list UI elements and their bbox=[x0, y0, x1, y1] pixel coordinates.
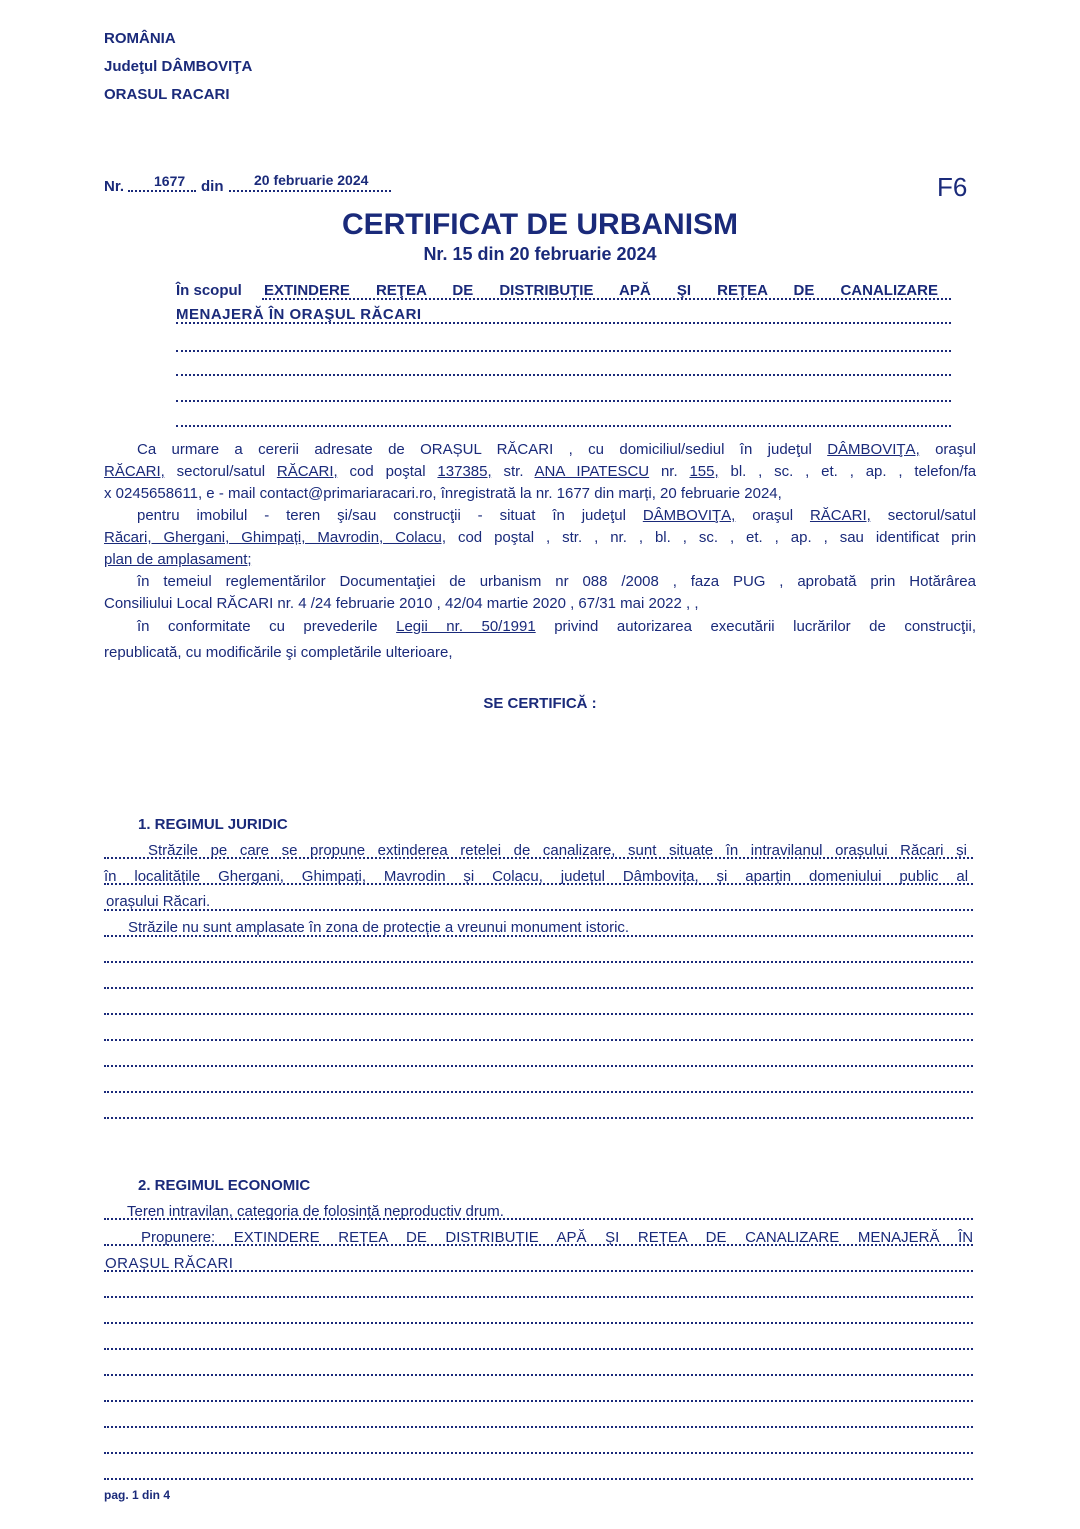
word: Răcari bbox=[900, 842, 944, 859]
word: se bbox=[281, 842, 298, 859]
din-label: din bbox=[201, 178, 224, 195]
word: ȘI bbox=[605, 1229, 620, 1246]
word: , bbox=[823, 529, 828, 546]
word: DÂMBOVIŢA, bbox=[827, 441, 920, 458]
word: 088 bbox=[582, 573, 608, 590]
word: retelei bbox=[460, 842, 502, 859]
nr-label: Nr. bbox=[104, 178, 125, 195]
county-label: Judeţul DÂMBOVIŢA bbox=[104, 58, 253, 75]
word: lucrărilor bbox=[793, 618, 851, 635]
s1-dots-6 bbox=[104, 987, 973, 989]
word: propune bbox=[310, 842, 366, 859]
word: bl. bbox=[654, 529, 671, 546]
word: sc. bbox=[698, 529, 718, 546]
word: domiciliul/sediul bbox=[619, 441, 725, 458]
word: PUG bbox=[732, 573, 766, 590]
word: DISTRIBUŢIE bbox=[499, 282, 594, 299]
word: REŢEA bbox=[717, 282, 768, 299]
word: conformitate bbox=[168, 618, 251, 635]
form-code: F6 bbox=[937, 172, 968, 202]
word: sectorul/satul bbox=[176, 463, 266, 480]
word: ANA IPATESCU bbox=[534, 463, 650, 480]
word: /2008 bbox=[621, 573, 659, 590]
request-line-5 bbox=[104, 529, 976, 546]
word: Ca bbox=[137, 441, 157, 458]
word: ap. bbox=[865, 463, 887, 480]
word: CANALIZARE bbox=[840, 282, 938, 299]
word: intravilanul bbox=[750, 842, 823, 859]
certifies-heading: SE CERTIFICĂ : bbox=[483, 695, 597, 712]
word: localitățile bbox=[134, 868, 201, 885]
word: în bbox=[104, 868, 117, 885]
word: , bbox=[805, 463, 810, 480]
word: REȚEA bbox=[338, 1229, 388, 1246]
scope-dots-5 bbox=[176, 400, 951, 402]
word: urmare bbox=[171, 441, 220, 458]
word: şi/sau bbox=[337, 507, 377, 524]
word: în bbox=[739, 441, 753, 458]
s2-dots-11 bbox=[104, 1478, 973, 1480]
word: public bbox=[899, 868, 939, 885]
word: teren bbox=[286, 507, 321, 524]
s2-dots-10 bbox=[104, 1452, 973, 1454]
word: executării bbox=[710, 618, 775, 635]
word: al bbox=[956, 868, 969, 885]
word: , bbox=[546, 529, 551, 546]
word: , bbox=[729, 529, 735, 546]
word: identificat bbox=[875, 529, 940, 546]
word: de bbox=[869, 618, 886, 635]
s1-dots-9 bbox=[104, 1065, 973, 1067]
word: județul bbox=[560, 868, 605, 885]
word: nr. bbox=[660, 463, 678, 480]
s1-dots-3 bbox=[104, 909, 973, 911]
word: orașului bbox=[835, 842, 888, 859]
word: prevederile bbox=[303, 618, 378, 635]
s2-dots-6 bbox=[104, 1348, 973, 1350]
word: , bbox=[672, 573, 677, 590]
word: judeţul bbox=[581, 507, 626, 524]
city-label: ORASUL RACARI bbox=[104, 86, 230, 103]
request-line-2 bbox=[104, 463, 976, 480]
request-line-3: x 0245658611, e - mail contact@primariaracari.ro, înregistrată la nr. 1677 din marți, 20 februarie 2024, bbox=[104, 485, 782, 502]
word: construcţii bbox=[393, 507, 461, 524]
s1-dots-11 bbox=[104, 1117, 973, 1119]
request-line-1 bbox=[137, 441, 976, 458]
word: cu bbox=[269, 618, 285, 635]
word: ŞI bbox=[676, 282, 692, 299]
word: privind bbox=[554, 618, 599, 635]
s2-dots-3 bbox=[104, 1270, 973, 1272]
word: telefon/fa bbox=[914, 463, 977, 480]
word: DÂMBOVIŢA, bbox=[642, 507, 736, 524]
s1-dots-7 bbox=[104, 1013, 973, 1015]
certificate-number: Nr. 15 din 20 februarie 2024 bbox=[423, 244, 657, 264]
word: și bbox=[463, 868, 475, 885]
word: oraşul bbox=[935, 441, 976, 458]
section1-line-1 bbox=[148, 842, 967, 859]
word: și bbox=[956, 842, 967, 859]
word: Ghergani, bbox=[218, 868, 284, 885]
word: cod bbox=[457, 529, 483, 546]
word: pentru bbox=[137, 507, 180, 524]
word: , bbox=[898, 463, 903, 480]
word: Legii nr. 50/1991 bbox=[396, 618, 536, 635]
scope-label: În scopul bbox=[176, 282, 242, 299]
word: et. bbox=[746, 529, 763, 546]
word: 155, bbox=[689, 463, 719, 480]
scope-line-1 bbox=[264, 282, 938, 299]
word: , bbox=[758, 463, 763, 480]
word: care bbox=[239, 842, 270, 859]
word: judeţul bbox=[767, 441, 812, 458]
s2-dots-7 bbox=[104, 1374, 973, 1376]
word: nr. bbox=[610, 529, 627, 546]
word: aparțin bbox=[745, 868, 792, 885]
section2-line-2: ORAȘUL RĂCARI bbox=[105, 1255, 234, 1272]
section1-line-3: orașului Răcari. bbox=[106, 893, 211, 910]
s1-dots-10 bbox=[104, 1091, 973, 1093]
word: APĂ bbox=[556, 1229, 587, 1246]
word: sunt bbox=[628, 842, 657, 859]
word: DISTRIBUȚIE bbox=[445, 1229, 539, 1246]
word: oraşul bbox=[752, 507, 794, 524]
word: Străzile bbox=[148, 842, 199, 859]
word: , bbox=[638, 529, 643, 546]
word: situate bbox=[668, 842, 714, 859]
section2-line-1 bbox=[141, 1229, 973, 1246]
date-dots bbox=[229, 190, 391, 192]
word: cod bbox=[349, 463, 374, 480]
word: ap. bbox=[790, 529, 812, 546]
word: sc. bbox=[774, 463, 794, 480]
section1-para-2: Străzile nu sunt amplasate în zona de protecție a vreunui monument istoric. bbox=[128, 919, 630, 936]
word: DE bbox=[705, 1229, 727, 1246]
word: MENAJERĂ bbox=[857, 1229, 940, 1246]
word: APĂ bbox=[619, 282, 651, 299]
word: , bbox=[779, 573, 784, 590]
word: nr bbox=[555, 573, 569, 590]
scope-line-2: MENAJERĂ ÎN ORAŞUL RĂCARI bbox=[176, 306, 422, 323]
word: REŢEA bbox=[375, 282, 427, 299]
request-line-6: plan de amplasament; bbox=[104, 551, 252, 568]
word: Mavrodin bbox=[383, 868, 446, 885]
word: și bbox=[716, 868, 728, 885]
word: , bbox=[682, 529, 687, 546]
word: DE bbox=[793, 282, 815, 299]
word: domeniului bbox=[808, 868, 882, 885]
date-value: 20 februarie 2024 bbox=[254, 172, 369, 188]
word: , bbox=[568, 441, 573, 458]
word: poştal bbox=[494, 529, 535, 546]
word: sectorul/satul bbox=[887, 507, 977, 524]
word: , bbox=[849, 463, 854, 480]
nr-value: 1677 bbox=[154, 173, 186, 189]
request-line-8: Consiliului Local RĂCARI nr. 4 /24 februarie 2010 , 42/04 martie 2020 , 67/31 mai 2022 , , bbox=[104, 595, 699, 612]
s2-dots-9 bbox=[104, 1426, 973, 1428]
word: CANALIZARE bbox=[745, 1229, 840, 1246]
word: Propunere: bbox=[141, 1229, 216, 1246]
word: bl. bbox=[730, 463, 747, 480]
s2-dots-4 bbox=[104, 1296, 973, 1298]
word: reglementărilor bbox=[225, 573, 326, 590]
word: urbanism bbox=[479, 573, 542, 590]
word: a bbox=[234, 441, 243, 458]
page-number: pag. 1 din 4 bbox=[104, 1488, 171, 1502]
section2-para-1: Teren intravilan, categoria de folosință neproductiv drum. bbox=[127, 1203, 504, 1220]
word: în bbox=[137, 573, 150, 590]
word: RĂCARI, bbox=[276, 463, 338, 480]
word: pe bbox=[210, 842, 228, 859]
word: imobilul bbox=[196, 507, 248, 524]
request-line-9 bbox=[137, 618, 976, 635]
word: REȚEA bbox=[637, 1229, 688, 1246]
word: de bbox=[388, 441, 405, 458]
word: Documentaţiei bbox=[339, 573, 436, 590]
word: Dâmbovița, bbox=[622, 868, 699, 885]
word: Ghimpați, bbox=[301, 868, 366, 885]
word: str. bbox=[503, 463, 524, 480]
word: EXTINDERE bbox=[264, 282, 350, 299]
section2-title: 2. REGIMUL ECONOMIC bbox=[138, 1177, 311, 1194]
word: et. bbox=[821, 463, 838, 480]
word: adresate bbox=[314, 441, 373, 458]
word: aprobată bbox=[797, 573, 857, 590]
s2-dots-8 bbox=[104, 1400, 973, 1402]
word: prin bbox=[951, 529, 977, 546]
word: situat bbox=[499, 507, 536, 524]
word: RĂCARI, bbox=[104, 463, 165, 480]
scope-dots-4 bbox=[176, 374, 951, 376]
nr-dots bbox=[128, 190, 196, 192]
word: Răcari, Ghergani, Ghimpați, Mavrodin, Colacu, bbox=[104, 529, 446, 546]
word: Colacu, bbox=[492, 868, 543, 885]
word: , bbox=[774, 529, 779, 546]
request-line-7 bbox=[137, 573, 976, 590]
section1-title: 1. REGIMUL JURIDIC bbox=[138, 816, 288, 833]
word: Hotărârea bbox=[909, 573, 976, 590]
word: cu bbox=[588, 441, 605, 458]
certificate-title: CERTIFICAT DE URBANISM bbox=[341, 208, 739, 241]
s2-dots-5 bbox=[104, 1322, 973, 1324]
word: faza bbox=[690, 573, 720, 590]
word: prin bbox=[870, 573, 896, 590]
word: extinderea bbox=[377, 842, 448, 859]
word: str. bbox=[562, 529, 583, 546]
word: , bbox=[594, 529, 599, 546]
word: de bbox=[513, 842, 531, 859]
word: ÎN bbox=[958, 1229, 974, 1246]
word: poştal bbox=[385, 463, 426, 480]
word: construcţii, bbox=[904, 618, 977, 635]
scope-dots-3 bbox=[176, 350, 951, 352]
scope-dots-6 bbox=[176, 425, 951, 427]
word: DE bbox=[406, 1229, 427, 1246]
s1-dots-5 bbox=[104, 961, 973, 963]
word: RĂCARI, bbox=[809, 507, 871, 524]
word: ORAȘUL RĂCARI bbox=[420, 441, 554, 458]
word: - bbox=[264, 507, 270, 524]
word: - bbox=[477, 507, 483, 524]
word: EXTINDERE bbox=[233, 1229, 320, 1246]
section1-line-2 bbox=[104, 868, 968, 885]
s1-dots-8 bbox=[104, 1039, 973, 1041]
word: temeiul bbox=[163, 573, 212, 590]
word: canalizare, bbox=[542, 842, 616, 859]
request-line-10: republicată, cu modificările şi completările ulterioare, bbox=[104, 644, 453, 661]
word: autorizarea bbox=[616, 618, 692, 635]
word: 137385, bbox=[437, 463, 492, 480]
word: DE bbox=[452, 282, 474, 299]
word: cererii bbox=[258, 441, 299, 458]
country-label: ROMÂNIA bbox=[104, 30, 176, 47]
word: de bbox=[449, 573, 466, 590]
word: în bbox=[552, 507, 565, 524]
word: în bbox=[725, 842, 739, 859]
word: sau bbox=[839, 529, 864, 546]
request-line-4 bbox=[137, 507, 976, 524]
word: în bbox=[137, 618, 150, 635]
